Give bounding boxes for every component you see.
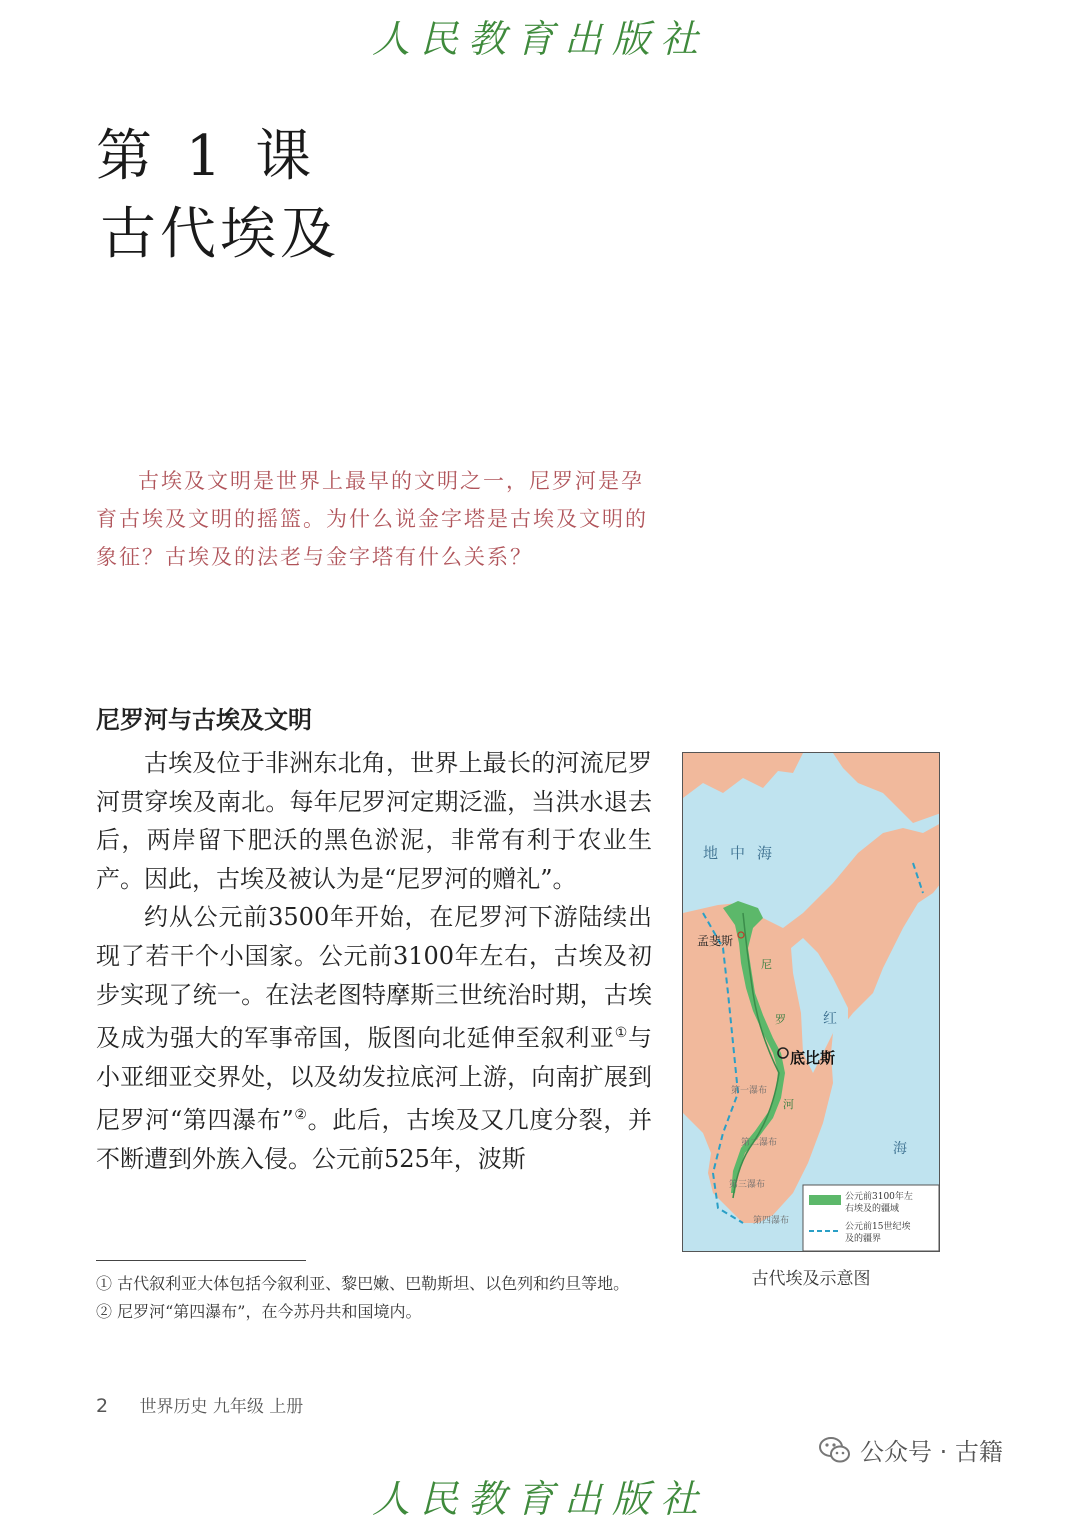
map-caption: 古代埃及示意图 — [751, 1269, 871, 1289]
map-label-cataract-3: 第三瀑布 — [729, 1180, 766, 1190]
lesson-title: 古代埃及 — [100, 202, 340, 267]
publisher-logo-bottom: 人民教育出版社 — [371, 1477, 708, 1521]
map-label-nile-2: 罗 — [775, 1013, 786, 1026]
footnote-2: ② 尼罗河“第四瀑布”，在今苏丹共和国境内。 — [96, 1302, 422, 1321]
footnote-ref-1[interactable]: ① — [614, 1025, 628, 1042]
book-title: 世界历史 九年级 上册 — [139, 1397, 304, 1417]
map-label-nile-3: 河 — [783, 1098, 794, 1111]
intro-text: 古埃及文明是世界上最早的文明之一，尼罗河是孕育古埃及文明的摇篮。为什么说金字塔是古埃及文明的象征？古埃及的法老与金字塔有什么关系？ — [96, 469, 648, 569]
map-label-cataract-4: 第四瀑布 — [753, 1216, 790, 1226]
lesson-number: 第 1 课 — [96, 124, 320, 189]
paragraph-2-part-3: 。此后，古埃及又几度分裂，并不断遭到外族入侵。公元前525年，波斯 — [96, 1106, 652, 1173]
legend-swatch-3100bc — [809, 1195, 841, 1205]
map-label-nile-1: 尼 — [761, 958, 772, 971]
body-text — [96, 744, 652, 1179]
map-figure — [682, 752, 940, 1252]
page-number: 2 — [96, 1395, 109, 1417]
watermark — [818, 1432, 1003, 1467]
footnote-ref-2[interactable]: ② — [293, 1107, 308, 1124]
page-footer — [96, 1392, 303, 1417]
watermark-text: 公众号 · 古籍 — [860, 1438, 1003, 1466]
map-label-cataract-2: 第二瀑布 — [741, 1138, 778, 1148]
map-label-red-sea-1: 红 — [823, 1011, 837, 1027]
map-label-memphis: 孟斐斯 — [697, 934, 734, 948]
wechat-icon — [818, 1433, 852, 1467]
map-label-thebes: 底比斯 — [790, 1049, 836, 1067]
legend-label-15c-2: 及的疆界 — [845, 1234, 882, 1244]
paragraph-2-part-1: 约从公元前3500年开始，在尼罗河下游陆续出现了若干个小国家。公元前3100年左右，古埃及初步实现了统一。在法老图特摩斯三世统治时期，古埃及成为强大的军事帝国，版图向北延伸至叙利亚 — [96, 903, 652, 1053]
paragraph-1: 古埃及位于非洲东北角，世界上最长的河流尼罗河贯穿埃及南北。每年尼罗河定期泛滥，当洪水退去后，两岸留下肥沃的黑色淤泥，非常有利于农业生产。因此，古埃及被认为是“尼罗河的赠礼”。 — [96, 749, 652, 893]
paragraph-2 — [96, 898, 652, 1178]
footnote-1: ① 古代叙利亚大体包括今叙利亚、黎巴嫩、巴勒斯坦、以色列和约旦等地。 — [96, 1274, 630, 1293]
map-label-cataract-1: 第一瀑布 — [731, 1086, 768, 1096]
footnotes — [96, 1270, 652, 1326]
legend-label-3100bc-1: 公元前3100年左 — [845, 1192, 913, 1202]
map-label-red-sea-2: 海 — [893, 1141, 907, 1157]
paragraph-2-part-2: 与小亚细亚交界处，以及幼发拉底河上游，向南扩展到尼罗河“第四瀑布” — [96, 1024, 652, 1135]
footnote-divider — [96, 1260, 306, 1261]
section-heading: 尼罗河与古埃及文明 — [96, 706, 312, 734]
legend-label-15c-1: 公元前15世纪埃 — [845, 1222, 911, 1232]
legend-label-3100bc-2: 右埃及的疆域 — [845, 1204, 900, 1214]
publisher-logo-top: 人民教育出版社 — [371, 17, 708, 61]
map-label-sea: 地中海 — [703, 844, 785, 862]
egypt-map — [683, 753, 940, 1252]
